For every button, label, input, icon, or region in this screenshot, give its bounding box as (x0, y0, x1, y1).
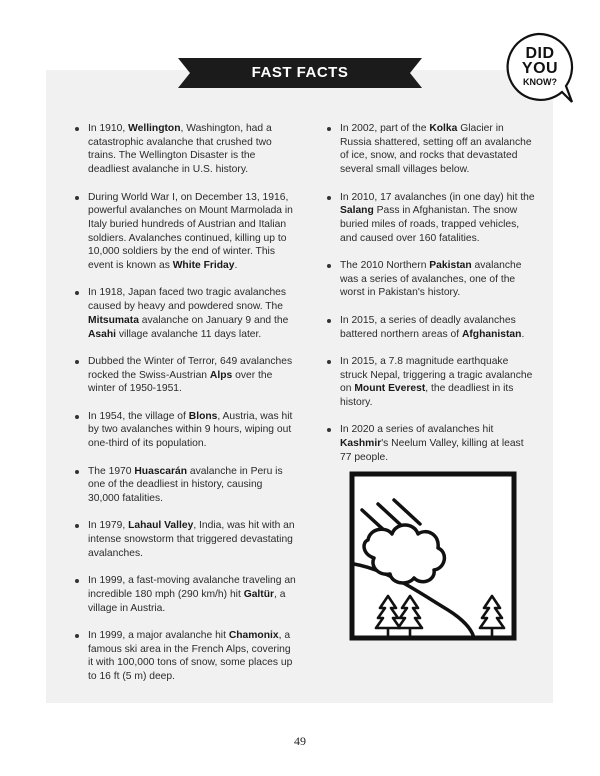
avalanche-icon (348, 470, 518, 642)
fact-item: The 2010 Northern Pakistan avalanche was a series of avalanches, one of the worst in Pakistan's history. (326, 259, 536, 300)
fast-facts-banner (178, 58, 422, 88)
fact-item: In 1979, Lahaul Valley, India, was hit with an intense snowstorm that triggered devastating avalanches. (74, 519, 296, 560)
banner-title: FAST FACTS (251, 64, 349, 81)
fact-item: In 2020 a series of avalanches hit Kashmir's Neelum Valley, killing at least 77 people. (326, 423, 536, 464)
did-you-know-badge (500, 30, 576, 106)
fact-item: In 2002, part of the Kolka Glacier in Russia shattered, setting off an avalanche of ice, snow, and rocks that devastated several small villages below. (326, 122, 536, 177)
fact-item: In 2015, a series of deadly avalanches battered northern areas of Afghanistan. (326, 314, 536, 341)
fact-item: In 2010, 17 avalanches (in one day) hit the Salang Pass in Afghanistan. The snow buried miles of roads, trapped vehicles, and caused over 160 fatalities. (326, 191, 536, 246)
fact-item: In 1954, the village of Blons, Austria, was hit by two avalanches within 9 hours, wiping out one-third of its population. (74, 410, 296, 451)
fact-item: In 1999, a major avalanche hit Chamonix, a famous ski area in the French Alps, covering it with 100,000 tons of snow, some places up to 16 ft (5 m) deep. (74, 629, 296, 684)
fact-item: In 1910, Wellington, Washington, had a catastrophic avalanche that crushed two trains. The Wellington Disaster is the deadliest avalanche in U.S. history. (74, 122, 296, 177)
fact-item: In 1918, Japan faced two tragic avalanches caused by heavy and powdered snow. The Mitsumata avalanche on January 9 and the Asahi village avalanche 11 days later. (74, 286, 296, 341)
did-you-know-line3: KNOW? (523, 77, 557, 87)
right-facts-list (326, 122, 536, 478)
page-number: 49 (294, 734, 306, 748)
fact-item: The 1970 Huascarán avalanche in Peru is one of the deadliest in history, causing 30,000 fatalities. (74, 465, 296, 506)
left-facts-list (74, 122, 296, 697)
fact-item: Dubbed the Winter of Terror, 649 avalanches rocked the Swiss-Austrian Alps over the winter of 1950-1951. (74, 355, 296, 396)
did-you-know-line2: YOU (521, 60, 559, 77)
did-you-know-line1: DID (525, 45, 555, 62)
fact-item: In 1999, a fast-moving avalanche traveling an incredible 180 mph (290 km/h) hit Galtür, a village in Austria. (74, 574, 296, 615)
fact-item: During World War I, on December 13, 1916, powerful avalanches on Mount Marmolada in Italy buried hundreds of Austrian and Italian soldiers. Avalanches continued, killing up to 10,000 soldiers by the end of winter. This event is known as White Friday. (74, 191, 296, 273)
fact-item: In 2015, a 7.8 magnitude earthquake struck Nepal, triggering a tragic avalanche on Mount Everest, the deadliest in its history. (326, 355, 536, 410)
